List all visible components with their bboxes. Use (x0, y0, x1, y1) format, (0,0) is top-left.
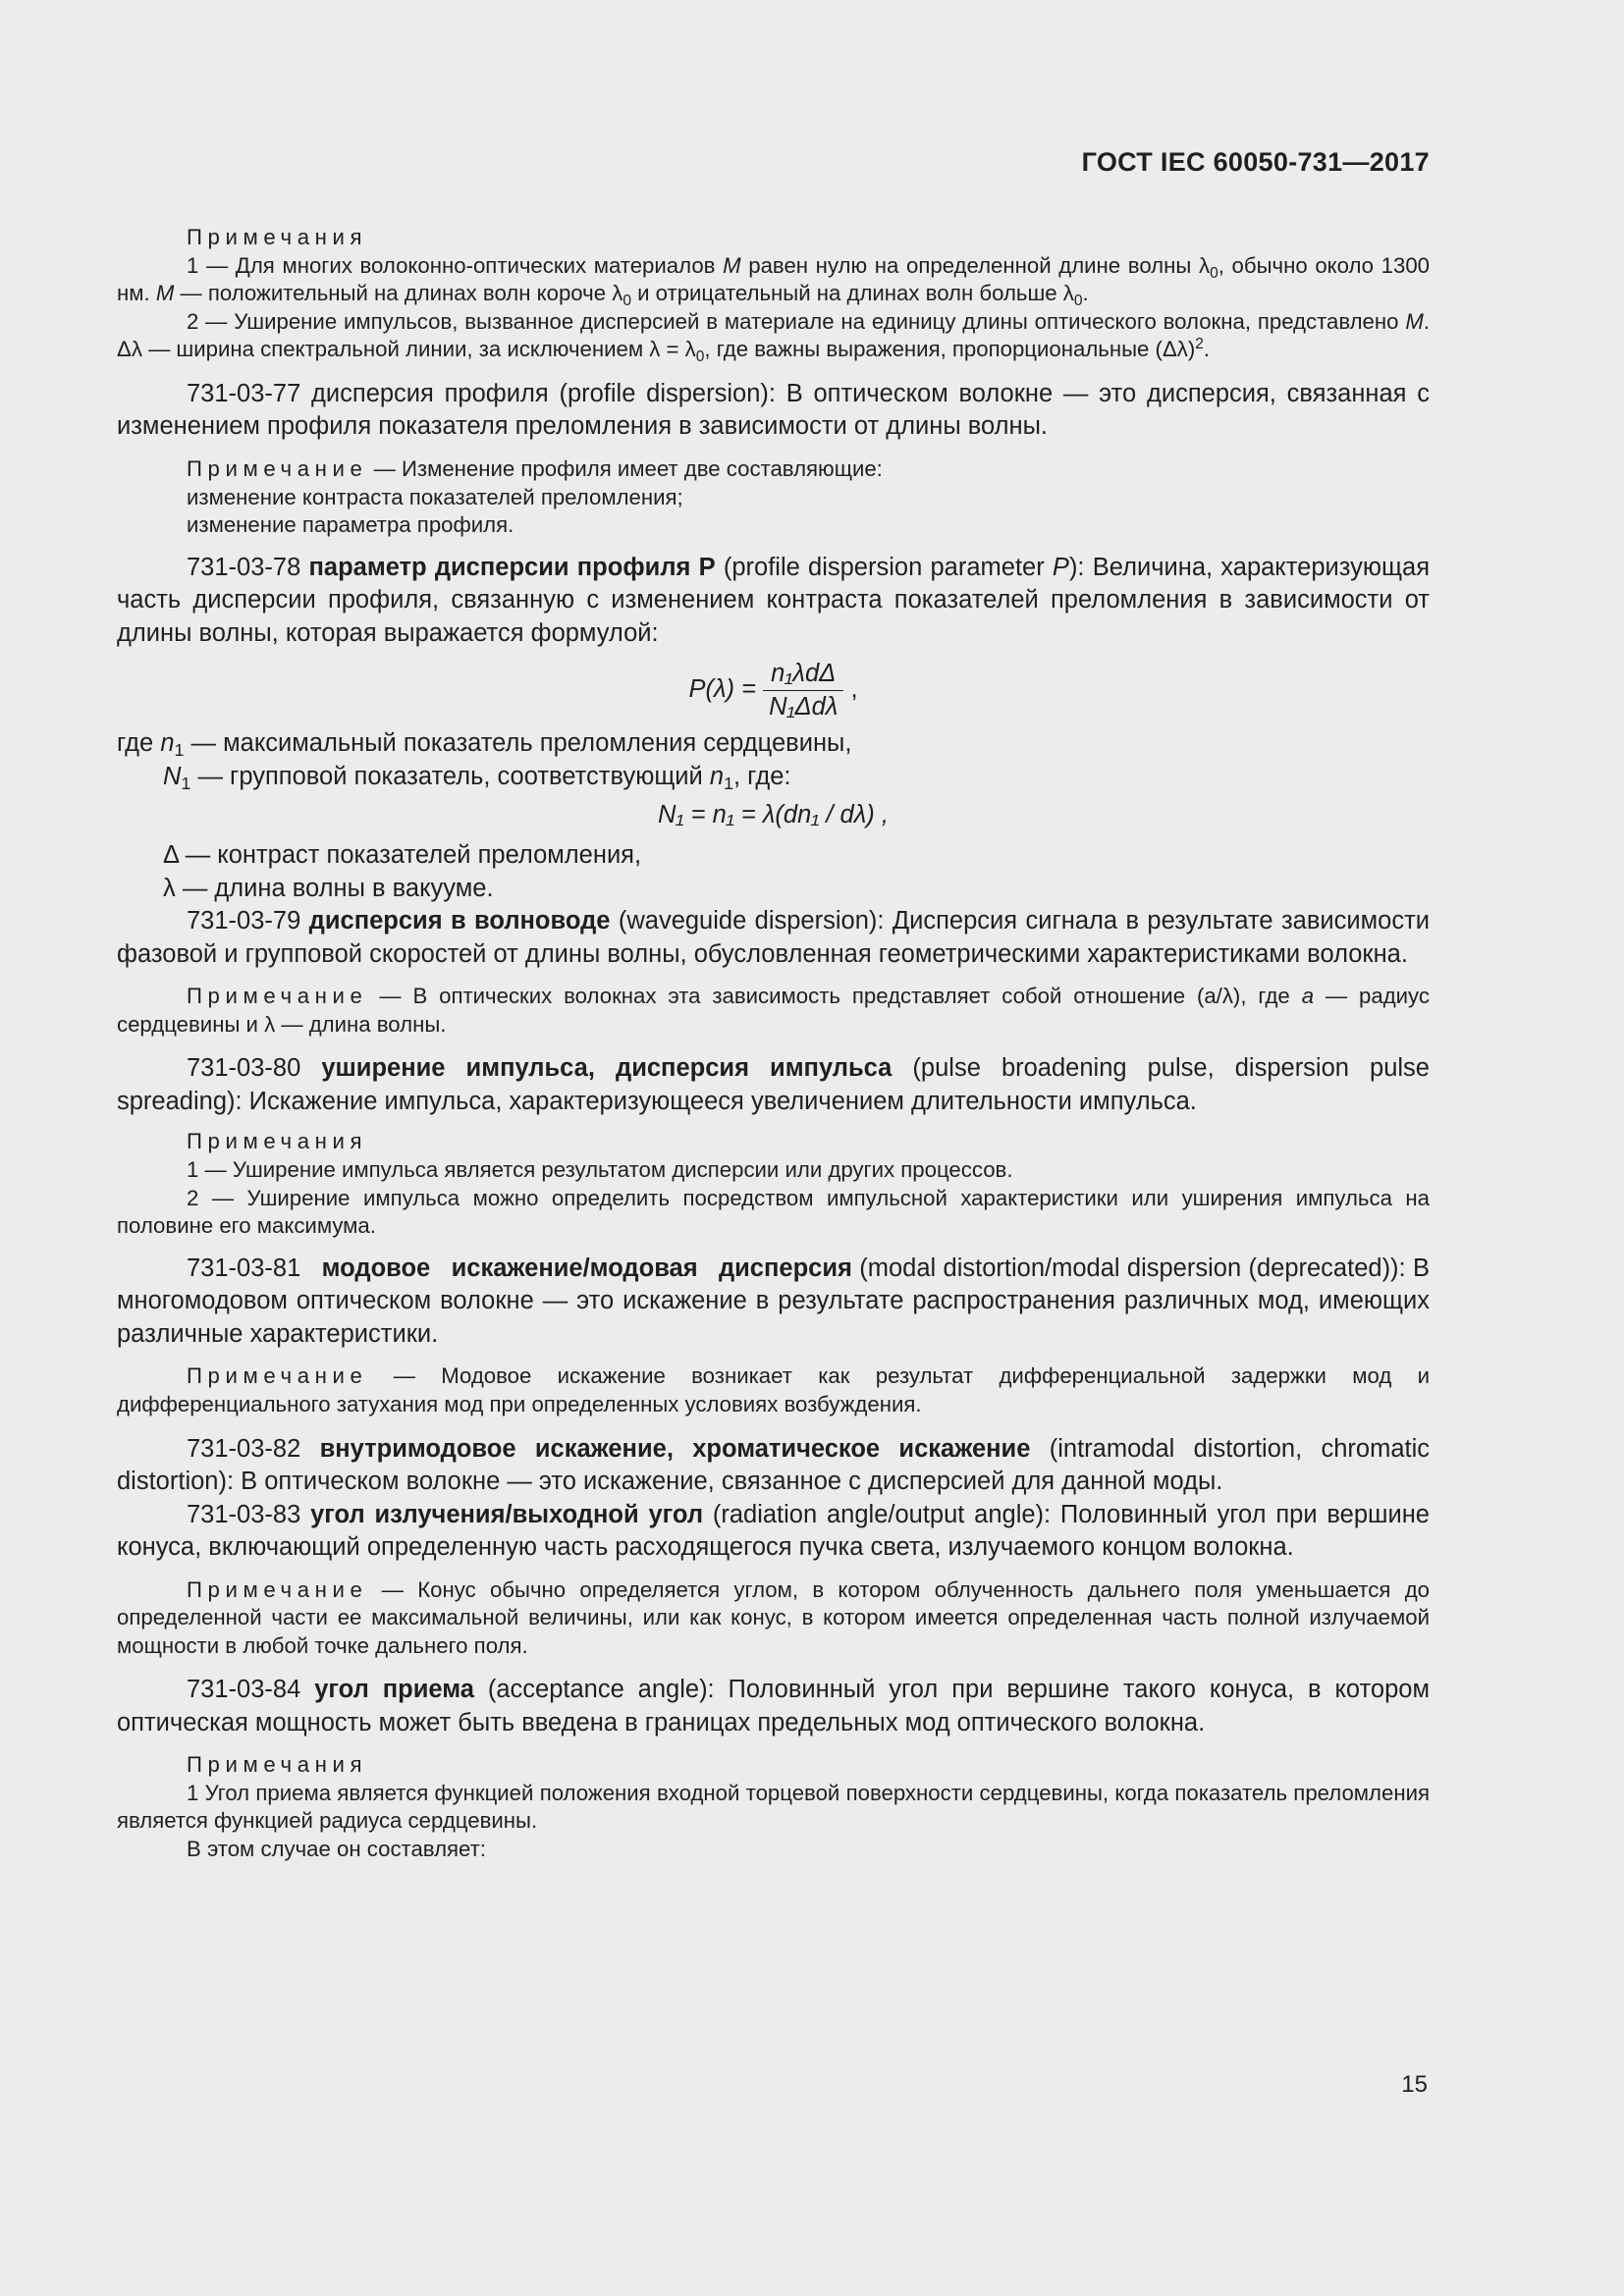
delta-definition: Δ — контраст показателей преломления, (163, 841, 642, 870)
note-2: 2 — Уширение импульсов, вызванное дисперсией в материале на единицу длины оптического волокна, представлено M. Δλ — ширина спектральной линии, за исключением $\lambda = \lambda_0$, где важны выражения, пропорциональные $(\Delta\lambda)^2$. (117, 308, 1430, 366)
term-731-03-84: 731-03-84 угол приема (acceptance angle): Половинный угол при вершине такого конуса, в котором оптическая мощность может быть введена в границах предельных мод оптического волокна. (117, 1676, 1431, 1736)
notes-731-03-80: Примечания 1 — Уширение импульса является результатом дисперсии или других процессов. 2 — Уширение импульса можно определить посредством импульсной характеристики или уширения импульса на половине его максимума. (117, 1129, 1430, 1239)
document-standard-code: ГОСТ IEC 60050-731—2017 (1081, 147, 1430, 177)
note-731-03-81: Примечание — Модовое искажение возникает как результат дифференциальной задержки мод и дифференциального затухания мод при определенных условиях возбуждения. (117, 1363, 1430, 1416)
note-1: 1 — Для многих волоконно-оптических материалов M равен нулю на определенной длине волны $\lambda_0$, обычно около 1300 нм. M — положительный на длинах волн короче $\lambda_0$ и отрицательный на длинах волн больше $\lambda_0$. (117, 252, 1430, 310)
term-731-03-82-name: внутримодовое искажение, хроматическое искажение (319, 1434, 1031, 1463)
formula-group-index: N₁ = n₁ = λ(dn₁ / dλ) , (658, 801, 889, 829)
formula-profile-dispersion: P(λ) = $\frac{\text{n₁λdΔ}}{\text{N₁Δdλ}}$ , (688, 660, 858, 721)
term-731-03-80-name: уширение импульса, дисперсия импульса (321, 1054, 893, 1083)
term-731-03-77: 731-03-77 дисперсия профиля (profile dispersion): В оптическом волокне — это дисперсия, связанная с изменением профиля показателя преломления в зависимости от длины волны. (117, 379, 1430, 441)
term-731-03-83-name: угол излучения/выходной угол (310, 1500, 704, 1528)
page-number: 15 (1401, 2071, 1428, 2098)
lambda-definition: λ — длина волны в вакууме. (163, 874, 494, 902)
term-731-03-79: 731-03-79 дисперсия в волноводе (waveguide dispersion): Дисперсия сигнала в результате зависимости фазовой и групповой скоростей от длины волны, обусловленная геометрическими характеристиками волокна. (117, 907, 1431, 968)
note-731-03-83: Примечание — Конус обычно определяется углом, в котором облученность дальнего поля уменьшается до определенной части ее максимальной величины, или как конус, в котором имеется определенная часть полной излучаемой мощности в любой точке дальнего поля. (117, 1576, 1430, 1658)
where-N1: $N_1$ — групповой показатель, соответствующий $n_1$, где: (163, 762, 791, 793)
term-731-03-80: 731-03-80 уширение импульса, дисперсия импульса (pulse broadening pulse, dispersion pulse spreading): Искажение импульса, характеризующееся увеличением длительности импульса. (117, 1054, 1430, 1115)
term-731-03-78-name: параметр дисперсии профиля P (308, 553, 716, 581)
note-731-03-79: Примечание — В оптических волокнах эта зависимость представляет собой отношение (a/λ), где a — радиус сердцевины и λ — длина волны. (117, 984, 1430, 1037)
notes-heading: Примечания (187, 225, 368, 249)
where-n1: где $n_1$ — максимальный показатель преломления сердцевины, (117, 729, 852, 761)
term-731-03-79-name: дисперсия в волноводе (308, 907, 611, 935)
note-731-03-77: Примечание — Изменение профиля имеет две составляющие: изменение контраста показателей преломления; изменение параметра профиля. (187, 455, 883, 538)
formula-fraction: $\frac{\text{n₁λdΔ}}{\text{N₁Δdλ}}$ (763, 660, 843, 721)
term-731-03-84-name: угол приема (314, 1676, 474, 1704)
notes-731-03-84: Примечания 1 Угол приема является функцией положения входной торцевой поверхности сердцевины, когда показатель преломления является функцией радиуса сердцевины. В этом случае он составляет: (117, 1752, 1430, 1862)
term-731-03-82: 731-03-82 внутримодовое искажение, хроматическое искажение (intramodal distortion, chromatic distortion): В оптическом волокне — это искажение, связанное с дисперсией для данной моды. (117, 1434, 1430, 1495)
term-731-03-81-name: модовое искажение/модовая дисперсия (321, 1254, 852, 1282)
term-731-03-78: 731-03-78 параметр дисперсии профиля P (profile dispersion parameter P): Величина, характеризующая часть дисперсии профиля, связанную с изменением контраста показателей преломления в зависимости от длины волны, которая выражается формулой: (117, 553, 1431, 647)
page-body (117, 224, 1430, 1864)
term-731-03-81: 731-03-81 модовое искажение/модовая дисперсия (modal distortion/modal dispersion (deprecated)): В многомодовом оптическом волокне — это искажение в результате распространения различных мод, имеющих различные характеристики. (117, 1254, 1430, 1348)
term-731-03-83: 731-03-83 угол излучения/выходной угол (radiation angle/output angle): Половинный угол при вершине конуса, включающий определенную часть расходящегося пучка света, излучаемого концом волокна. (117, 1500, 1430, 1561)
